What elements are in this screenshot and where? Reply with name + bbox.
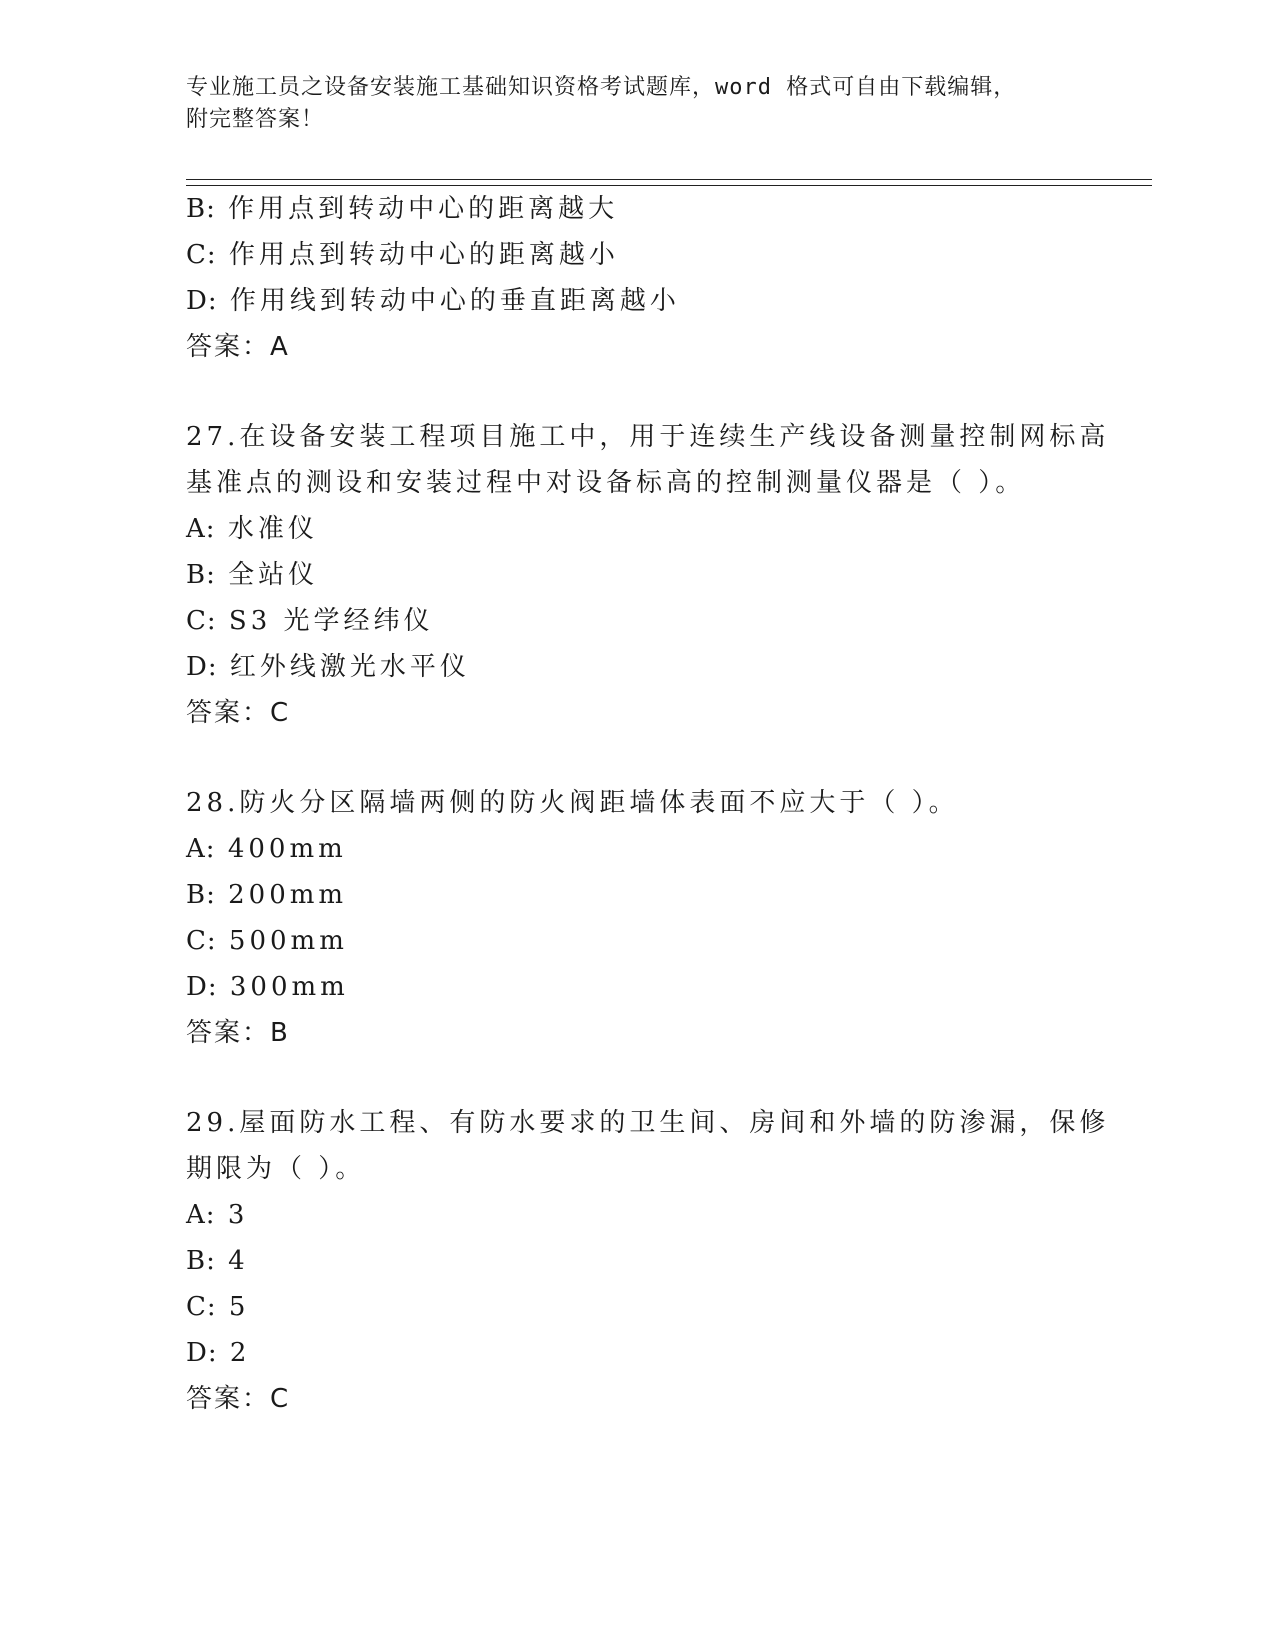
question-text-line-1: 27.在设备安装工程项目施工中，用于连续生产线设备测量控制网标高 [186,422,1110,452]
document-header [186,72,1066,136]
option-b: B: 200mm [186,880,348,910]
answer: 答案：C [186,1384,291,1414]
option-a: A: 400mm [186,834,347,864]
question-26-partial [186,186,1086,370]
header-divider-top [186,179,1152,180]
option-d: D: 300mm [186,972,349,1002]
option-b: B: 4 [186,1246,249,1276]
option-c: C: 作用点到转动中心的距离越小 [186,240,619,270]
question-text-line-2: 期限为（ ）。 [186,1154,366,1184]
answer: 答案：C [186,698,291,728]
question-list [186,186,1110,1422]
question-28 [186,780,1086,1056]
question-29 [186,1100,1110,1422]
option-a: A: 3 [186,1200,249,1230]
option-d: D: 作用线到转动中心的垂直距离越小 [186,286,680,316]
header-line-1: 专业施工员之设备安装施工基础知识资格考试题库，word 格式可自由下载编辑， [186,75,1017,100]
header-line-2: 附完整答案！ [186,107,325,132]
option-d: D: 2 [186,1338,251,1368]
question-text-line-1: 28.防火分区隔墙两侧的防火阀距墙体表面不应大于（ ）。 [186,788,959,818]
question-text-line-1: 29.屋面防水工程、有防水要求的卫生间、房间和外墙的防渗漏，保修 [186,1108,1110,1138]
option-b: B: 全站仪 [186,560,319,590]
answer: 答案：A [186,332,290,362]
answer: 答案：B [186,1018,290,1048]
option-d: D: 红外线激光水平仪 [186,652,470,682]
option-a: A: 水准仪 [186,514,318,544]
question-27 [186,414,1110,736]
option-c: C: 500mm [186,926,348,956]
option-b: B: 作用点到转动中心的距离越大 [186,194,619,224]
option-c: C: 5 [186,1292,250,1322]
question-text-line-2: 基准点的测设和安装过程中对设备标高的控制测量仪器是（ ）。 [186,468,1026,498]
option-c: C: S3 光学经纬仪 [186,606,434,636]
